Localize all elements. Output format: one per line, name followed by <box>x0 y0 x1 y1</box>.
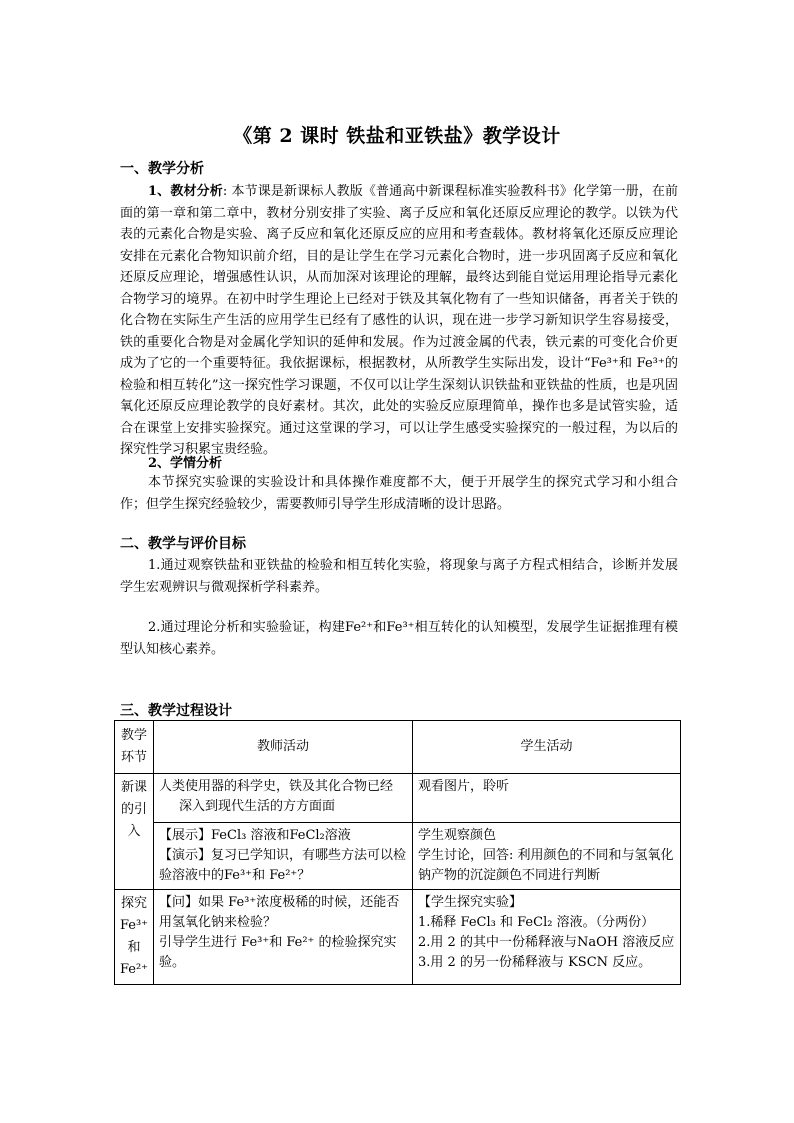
student-analysis-label: 2、学情分析 <box>148 456 223 471</box>
teacher-cell <box>154 823 413 890</box>
document-title: 《第 2 课时 铁盐和亚铁盐》教学设计 <box>233 125 561 147</box>
textbook-analysis-paragraph: 1、教材分析: 本节课是新课标人教版《普通高中新课程标准实验教科书》化学第一册，在前面的第一章和第二章中，教材分别安排了实验、离子反应和氧化还原反应理论的教学。以铁为代表的元素化合物是实验、离子反应和氧化还原反应的应用和考查载体。教材将氧化还原反应理论安排在元素化合物知识前介绍，目的是让学生在学习元素化合物时，进一步巩固离子反应和氧化还原反应理论，增强感性认识，从而加深对该理论的理解，最终达到能自觉运用理论指导元素化合物学习的境界。在初中时学生理论上已经对于铁及其氧化物有了一些知识储备，再者关于铁的化合物在实际生产生活的应用学生已经有了感性的认识，现在进一步学习新知识学生容易接受，铁的重要化合物是对金属化学知识的延伸和发展。作为过渡金属的代表，铁元素的可变化合价更成为了它的一个重要特征。我依据课标，根据教材，从所教学生实际出发，设计“Fe³⁺和 Fe³⁺的检验和相互转化”这一探究性学习课题，不仅可以让学生深刻认识铁盐和亚铁盐的性质，也是巩固氧化还原反应理论教学的良好素材。其次，此处的实验反应原理简单，操作也多是试管实验，适合在课堂上安排实验探究。通过这堂课的学习，可以让学生感受实验探究的一般过程，为以后的探究性学习积累宝贵经验。 <box>120 184 678 457</box>
student-text: 1.稀释 FeCl₃ 和 FeCl₂ 溶液。（分两份） <box>418 915 655 930</box>
table-row <box>115 774 681 823</box>
student-analysis-text: 本节探究实验课的实验设计和具体操作难度都不大，便于开展学生的探究式学习和小组合作；但学生探究经验较少，需要教师引导学生形成清晰的设计思路。 <box>120 475 678 512</box>
student-cell <box>413 890 681 985</box>
teacher-cell <box>154 890 413 985</box>
table-row <box>115 823 681 890</box>
teacher-text: 【问】如果 Fe³⁺浓度极稀的时候，还能否用氢氧化钠来检验？ <box>159 895 400 930</box>
section-heading-analysis: 一、教学分析 <box>120 161 204 177</box>
header-stage: 教学环节 <box>115 721 154 774</box>
student-text: 3.用 2 的另一份稀释液与 KSCN 反应。 <box>418 955 652 970</box>
student-cell <box>413 823 681 890</box>
student-text: 【学生探究实验】 <box>418 895 523 910</box>
student-text: 2.用 2 的其中一份稀释液与NaOH 溶液反应 <box>418 935 675 950</box>
stage-explore: 探究Fe³⁺和Fe²⁺ <box>115 890 154 985</box>
teacher-text: 人类使用器的科学史，铁及其化合物已经 <box>159 779 394 794</box>
goal-2: 2.通过理论分析和实验验证，构建Fe²⁺和Fe³⁺相互转化的认知模型，发展学生证据推理有模型认知核心素养。 <box>120 620 678 657</box>
student-cell: 观看图片，聆听 <box>413 774 681 823</box>
teacher-text: 【展示】FeCl₃ 溶液和FeCl₂溶液 <box>159 828 351 843</box>
section-heading-goals: 二、教学与评价目标 <box>120 536 246 552</box>
header-teacher: 教师活动 <box>154 721 413 774</box>
teacher-text: 【演示】复习已学知识，有哪些方法可以检验溶液中的Fe³⁺和 Fe²⁺？ <box>159 848 407 883</box>
table-header-row <box>115 721 681 774</box>
teacher-text: 深入到现代生活的方方面面 <box>179 799 336 814</box>
teaching-process-table <box>114 720 681 985</box>
teacher-text: 引导学生进行 Fe³⁺和 Fe²⁺ 的检验探究实验。 <box>159 935 397 970</box>
teacher-cell <box>154 774 413 823</box>
table-row <box>115 890 681 985</box>
stage-intro: 新课的引入 <box>115 774 154 890</box>
student-text: 学生观察颜色 <box>418 828 497 843</box>
header-student: 学生活动 <box>413 721 681 774</box>
goal-1: 1.通过观察铁盐和亚铁盐的检验和相互转化实验，将现象与离子方程式相结合，诊断并发展学生宏观辨识与微观探析学科素养。 <box>120 558 678 595</box>
textbook-analysis-label: 1、教材分析 <box>148 184 223 199</box>
section-heading-process: 三、教学过程设计 <box>120 703 232 719</box>
student-text: 学生讨论，回答: 利用颜色的不同和与氢氧化钠产物的沉淀颜色不同进行判断 <box>418 848 674 883</box>
textbook-analysis-text: 本节课是新课标人教版《普通高中新课程标准实验教科书》化学第一册，在前面的第一章和第二章中，教材分别安排了实验、离子反应和氧化还原反应理论的教学。以铁为代表的元素化合物是实验、离子反应和氧化还原反应的应用和考查载体。教材将氧化还原反应理论安排在元素化合物知识前介绍，目的是让学生在学习元素化合物时，进一步巩固离子反应和氧化还原反应理论，增强感性认识，从而加深对该理论的理解，最终达到能自觉运用理论指导元素化合物学习的境界。在初中时学生理论上已经对于铁及其氧化物有了一些知识储备，再者关于铁的化合物在实际生产生活的应用学生已经有了感性的认识，现在进一步学习新知识学生容易接受，铁的重要化合物是对金属化学知识的延伸和发展。作为过渡金属的代表，铁元素的可变化合价更成为了它的一个重要特征。我依据课标，根据教材，从所教学生实际出发，设计“Fe³⁺和 Fe³⁺的检验和相互转化”这一探究性学习课题，不仅可以让学生深刻认识铁盐和亚铁盐的性质，也是巩固氧化还原反应理论教学的良好素材。其次，此处的实验反应原理简单，操作也多是试管实验，适合在课堂上安排实验探究。通过这堂课的学习，可以让学生感受实验探究的一般过程，为以后的探究性学习积累宝贵经验。 <box>120 184 678 457</box>
